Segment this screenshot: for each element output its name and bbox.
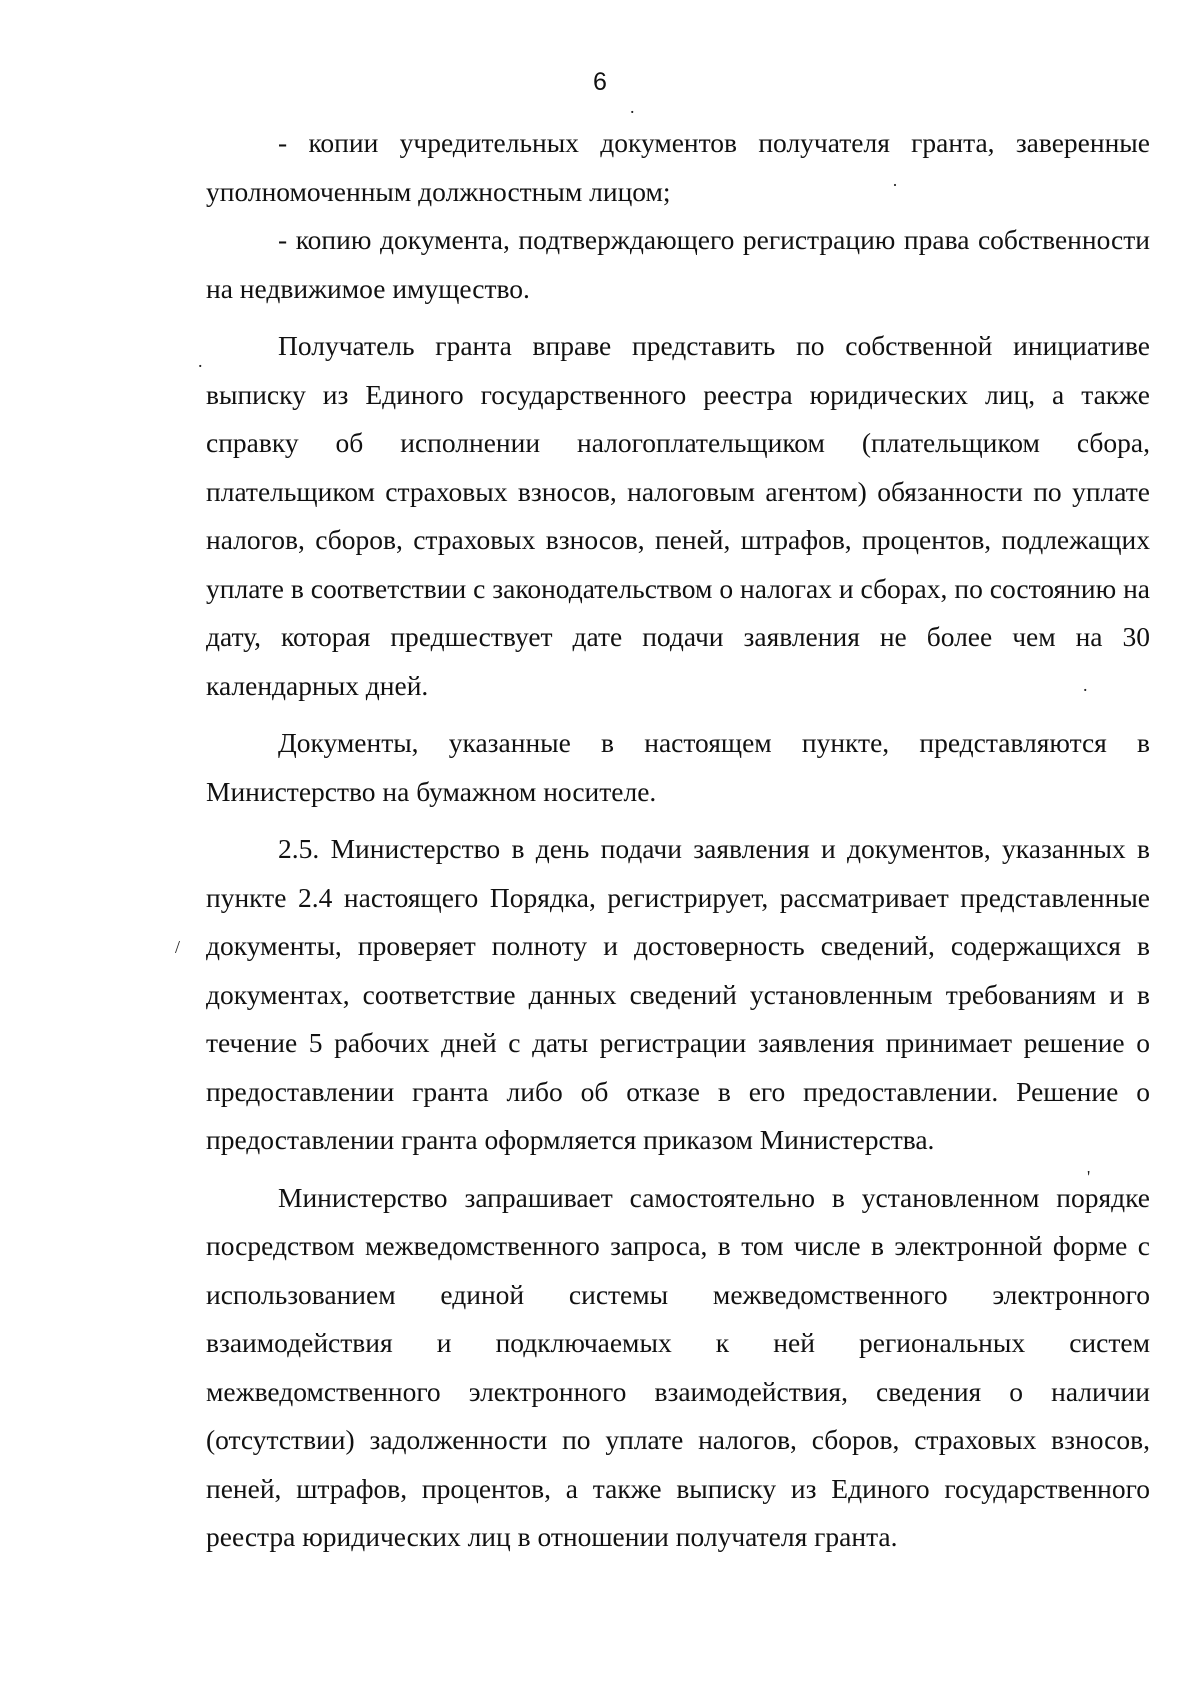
paragraph-interdepartmental-request: Министерство запрашивает самостоятельно в установленном порядке посредством межведомственного запроса, в том числе в электронной форме с использованием единой системы межведомственного электронного взаимодействия и подключаемых к ней региональных систем межведомственного электронного взаимодействия, сведения о наличии (отсутствии) задолженности по уплате налогов, сборов, страховых взносов, пеней, штрафов, процентов, а также выписку из Единого государственного реестра юридических лиц в отношении получателя гранта. [206,1181,1150,1552]
list-item-property-registration: - копию документа, подтверждающего регистрацию права собственности на недвижимое имущество. [206,224,1150,304]
scan-speck: . [198,351,203,371]
list-item-founding-documents: - копии учредительных документов получателя гранта, заверенные уполномоченным должностным лицом; [206,127,1150,207]
paragraph-grant-recipient-rights: Получатель гранта вправе представить по собственной инициативе выписку из Единого государственного реестра юридических лиц, а также справку об исполнении налогоплательщиком (плательщиком сбора, плательщиком страховых взносов, налоговым агентом) обязанности по уплате налогов, сборов, страховых взносов, пеней, штрафов, процентов, подлежащих уплате в соответствии с законодательством о налогах и сборах, по состоянию на дату, которая предшествует дате подачи заявления не более чем на 30 календарных дней. [206,330,1150,701]
scan-speck: ' [1087,1167,1091,1187]
paragraph-section-2-5: 2.5. Министерство в день подачи заявления и документов, указанных в пункте 2.4 настоящего Порядка, регистрирует, рассматривает представленные документы, проверяет полноту и достоверность сведений, содержащихся в документах, соответствие данных сведений установленным требованиям и в течение 5 рабочих дней с даты регистрации заявления принимает решение о предоставлении гранта либо об отказе в его предоставлении. Решение о предоставлении гранта оформляется приказом Министерства. [206,833,1150,1155]
page-number: 6 [593,68,607,96]
scan-speck: · [892,175,898,195]
scan-speck: . [1083,675,1088,695]
paragraph-documents-submission: Документы, указанные в настоящем пункте, представляются в Министерство на бумажном носителе. [206,727,1150,807]
scan-speck: / [175,937,181,957]
document-body [206,119,1150,1562]
scan-speck: . [630,97,635,117]
